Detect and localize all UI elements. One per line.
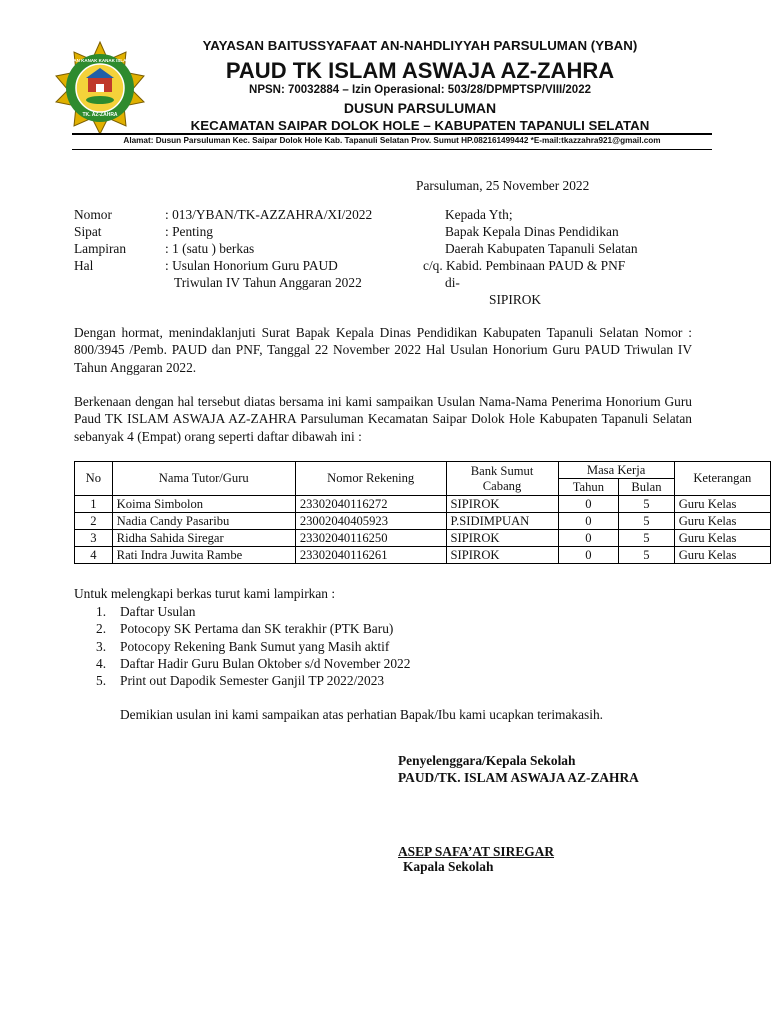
th-masa-kerja: Masa Kerja: [558, 462, 674, 479]
th-bulan: Bulan: [619, 479, 674, 496]
th-account: Nomor Rekening: [295, 462, 446, 496]
paragraph-list: Berkenaan dengan hal tersebut diatas bersama ini kami sampaikan Usulan Nama-Nama Penerima Honorium Guru Paud TK ISLAM ASWAJA AZ-ZAHRA Parsuluman Kecamatan Saipar Dolok Hole Kabupaten Tapanuli Selatan sebanyak 4 (Empat) orang seperti daftar dibawah ini :: [74, 394, 692, 444]
meta-label-hal: Hal: [74, 258, 94, 273]
foundation-name: YAYASAN BAITUSSYAFAAT AN-NAHDLIYYAH PARSULUMAN (YBAN): [202, 38, 638, 53]
closing-text: Demikian usulan ini kami sampaikan atas perhatian Bapak/Ibu kami ucapkan terimakasih.: [120, 707, 604, 722]
table-row: [75, 496, 771, 513]
cell-bulan: 5: [619, 496, 674, 513]
cell-no: 1: [75, 496, 113, 513]
recipient-line-6: SIPIROK: [489, 292, 542, 307]
village-name: DUSUN PARSULUMAN: [343, 100, 497, 116]
attachment-number: 5.: [96, 673, 107, 688]
recipient-line-4: c/q. Kabid. Pembinaan PAUD & PNF: [423, 258, 626, 273]
cell-name: Koima Simbolon: [112, 496, 295, 513]
teacher-table: [74, 461, 771, 564]
attachment-item: Print out Dapodik Semester Ganjil TP 2022/2023: [120, 673, 385, 688]
table-row: [75, 547, 771, 564]
signature-name: ASEP SAFA’AT SIREGAR: [398, 844, 555, 859]
cell-bulan: 5: [619, 513, 674, 530]
cell-no: 2: [75, 513, 113, 530]
meta-value-nomor: : 013/YBAN/TK-AZZAHRA/XI/2022: [165, 207, 373, 222]
cell-note: Guru Kelas: [674, 513, 770, 530]
signature-org: PAUD/TK. ISLAM ASWAJA AZ-ZAHRA: [398, 770, 639, 785]
address-line: Alamat: Dusun Parsuluman Kec. Saipar Dolok Hole Kab. Tapanuli Selatan Prov. Sumut HP.082161499442 *E-mail:tkazzahra921@gmail.com: [123, 136, 661, 145]
table-row: [75, 513, 771, 530]
cell-tahun: 0: [558, 513, 619, 530]
signature-role: Penyelenggara/Kepala Sekolah: [398, 753, 576, 768]
header-rule: [72, 133, 712, 135]
recipient-line-3: Daerah Kabupaten Tapanuli Selatan: [445, 241, 638, 256]
cell-account: 23002040405923: [295, 513, 446, 530]
attachment-item: Daftar Hadir Guru Bulan Oktober s/d November 2022: [120, 656, 411, 671]
cell-note: Guru Kelas: [674, 530, 770, 547]
attachments-intro: Untuk melengkapi berkas turut kami lampirkan :: [74, 586, 336, 601]
recipient-line-1: Kepada Yth;: [445, 207, 513, 222]
cell-bank: SIPIROK: [446, 496, 558, 513]
cell-bank: SIPIROK: [446, 547, 558, 564]
meta-value-lampiran: : 1 (satu ) berkas: [165, 241, 255, 256]
cell-no: 4: [75, 547, 113, 564]
cell-account: 23302040116272: [295, 496, 446, 513]
attachment-item: Daftar Usulan: [120, 604, 196, 619]
signature-title: Kapala Sekolah: [403, 859, 494, 874]
attachment-item: Potocopy Rekening Bank Sumut yang Masih aktif: [120, 639, 390, 654]
th-no: No: [75, 462, 113, 496]
cell-tahun: 0: [558, 530, 619, 547]
header-rule-thin: [72, 149, 712, 150]
cell-note: Guru Kelas: [674, 496, 770, 513]
cell-note: Guru Kelas: [674, 547, 770, 564]
cell-bulan: 5: [619, 547, 674, 564]
cell-account: 23302040116261: [295, 547, 446, 564]
attachment-number: 1.: [96, 604, 107, 619]
school-name: PAUD TK ISLAM ASWAJA AZ-ZAHRA: [225, 58, 615, 83]
paragraph-intro: Dengan hormat, menindaklanjuti Surat Bapak Kepala Dinas Pendidikan Kabupaten Tapanuli Selatan Nomor : 800/3945 /Pemb. PAUD dan PNF, Tanggal 22 November 2022 Hal Usulan Honorium Guru PAUD Triwulan IV Tahun Anggaran 2022.: [74, 325, 692, 375]
logo-text-bottom: TK. AZ-ZAHRA: [82, 112, 118, 118]
th-bank: Bank Sumut Cabang: [446, 462, 558, 496]
meta-label-sipat: Sipat: [74, 224, 102, 239]
cell-account: 23302040116250: [295, 530, 446, 547]
table-row: [75, 530, 771, 547]
cell-name: Ridha Sahida Siregar: [112, 530, 295, 547]
cell-tahun: 0: [558, 496, 619, 513]
cell-name: Rati Indra Juwita Rambe: [112, 547, 295, 564]
npsn-line: NPSN: 70032884 – Izin Operasional: 503/28/DPMPTSP/VIII/2022: [249, 84, 591, 96]
meta-value-sipat: : Penting: [165, 224, 213, 239]
cell-no: 3: [75, 530, 113, 547]
meta-value-hal: : Usulan Honorium Guru PAUD: [165, 258, 338, 273]
cell-bank: SIPIROK: [446, 530, 558, 547]
cell-bulan: 5: [619, 530, 674, 547]
th-tahun: Tahun: [558, 479, 619, 496]
attachment-number: 4.: [96, 656, 107, 671]
meta-label-nomor: Nomor: [74, 207, 112, 222]
attachment-number: 2.: [96, 621, 107, 636]
district-name: KECAMATAN SAIPAR DOLOK HOLE – KABUPATEN TAPANULI SELATAN: [190, 118, 650, 133]
attachment-number: 3.: [96, 639, 107, 654]
logo-text-top: TAMAN KANAK KANAK ISLAM ASWAJA: [64, 58, 151, 63]
meta-value-hal-cont: Triwulan IV Tahun Anggaran 2022: [174, 275, 362, 290]
recipient-line-2: Bapak Kepala Dinas Pendidikan: [445, 224, 619, 239]
th-name: Nama Tutor/Guru: [112, 462, 295, 496]
attachment-item: Potocopy SK Pertama dan SK terakhir (PTK Baru): [120, 621, 394, 636]
cell-name: Nadia Candy Pasaribu: [112, 513, 295, 530]
cell-tahun: 0: [558, 547, 619, 564]
meta-label-lampiran: Lampiran: [74, 241, 127, 256]
th-note: Keterangan: [674, 462, 770, 496]
cell-bank: P.SIDIMPUAN: [446, 513, 558, 530]
recipient-line-5: di-: [445, 275, 460, 290]
date-line: Parsuluman, 25 November 2022: [416, 178, 590, 193]
